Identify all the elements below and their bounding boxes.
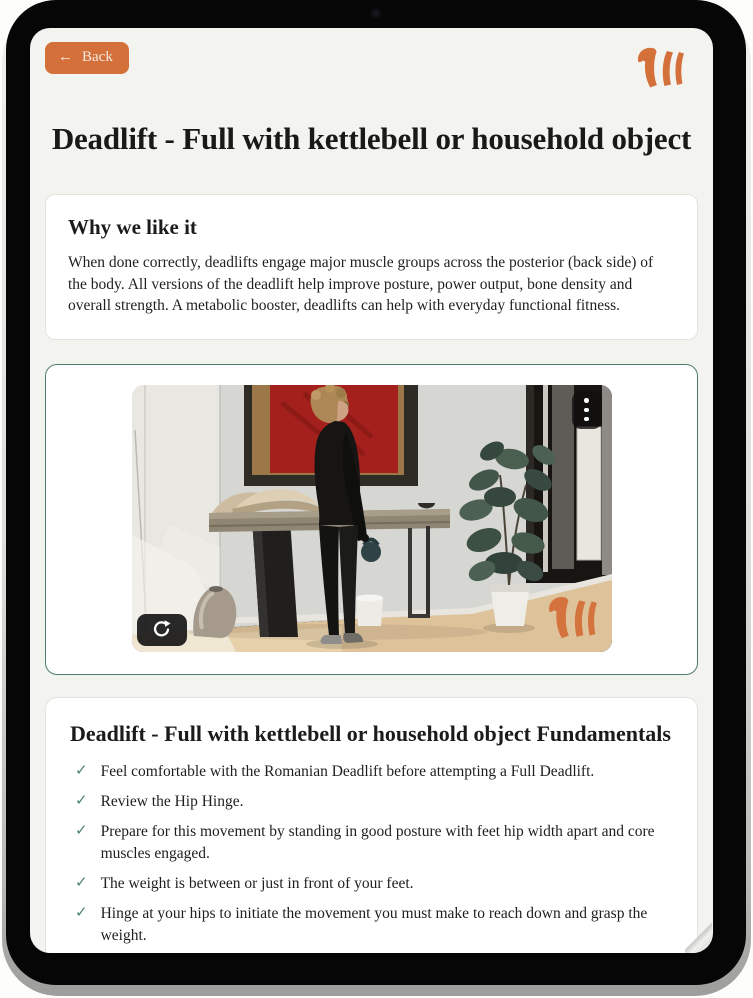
- replay-icon: [151, 619, 172, 640]
- list-item-text: Hinge at your hips to initiate the movement you must make to reach down and grasp the weight.: [100, 904, 648, 944]
- page-content: [30, 28, 713, 953]
- brand-watermark-icon: [547, 595, 599, 646]
- brand-logo-icon: [636, 46, 686, 95]
- header: [45, 40, 698, 95]
- list-item: [70, 791, 673, 813]
- list-item-text: Prepare for this movement by standing in good posture with feet hip width apart and core muscles engaged.: [100, 822, 655, 862]
- why-we-like-it-card: [45, 194, 698, 340]
- list-item: [70, 903, 673, 947]
- exercise-video-player[interactable]: [132, 385, 612, 652]
- video-still-scene: [132, 385, 612, 652]
- front-camera-dot: [373, 10, 380, 17]
- fundamentals-card: [45, 697, 698, 953]
- fundamentals-heading: Deadlift - Full with kettlebell or household object Fundamentals: [70, 720, 671, 746]
- check-icon: ✓: [75, 904, 88, 921]
- check-icon: ✓: [75, 762, 88, 779]
- page-curl: [685, 922, 712, 953]
- replay-button[interactable]: [137, 614, 187, 646]
- fundamentals-list: [70, 761, 673, 947]
- check-icon: ✓: [75, 822, 88, 839]
- tablet-bezel: [6, 0, 746, 985]
- why-body: When done correctly, deadlifts engage major muscle groups across the posterior (back side) of the body. All versions of the deadlift help improve posture, power output, bone density and overall strength. A metabolic booster, deadlifts can help with everyday functional fitness.: [68, 254, 654, 315]
- list-item: [70, 761, 673, 783]
- check-icon: ✓: [75, 874, 88, 891]
- back-arrow-icon: ←: [58, 49, 73, 65]
- why-heading: Why we like it: [68, 215, 197, 240]
- list-item-text: Review the Hip Hinge.: [100, 792, 244, 810]
- list-item: [70, 821, 673, 865]
- list-item: [70, 873, 673, 895]
- page-title: Deadlift - Full with kettlebell or household object: [51, 121, 692, 156]
- list-item-text: The weight is between or just in front of your feet.: [100, 874, 414, 892]
- list-item-text: Feel comfortable with the Romanian Deadlift before attempting a Full Deadlift.: [100, 762, 595, 780]
- check-icon: ✓: [75, 792, 88, 809]
- app-screen: [30, 28, 713, 953]
- back-button-label: Back: [82, 49, 113, 65]
- back-button[interactable]: [45, 42, 129, 74]
- video-menu-button[interactable]: [572, 391, 602, 429]
- video-card: [45, 364, 698, 675]
- kebab-menu-icon: [584, 398, 589, 403]
